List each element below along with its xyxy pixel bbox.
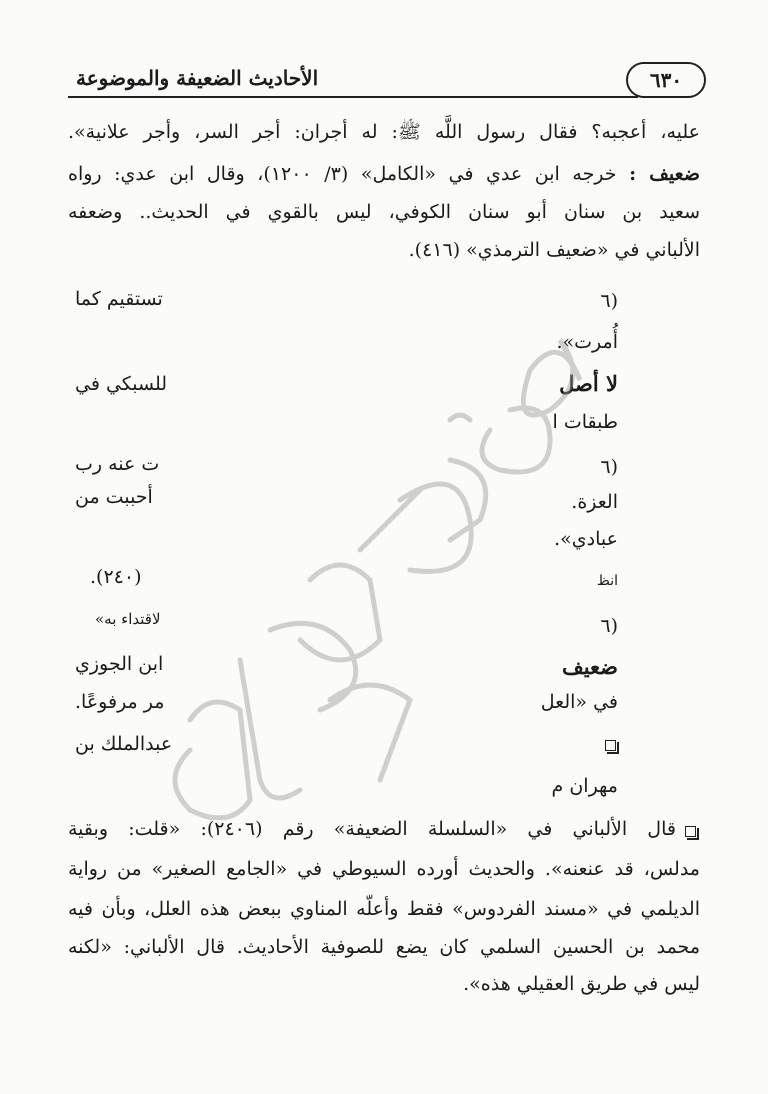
text-line-3: سعيد بن سنان أبو سنان الكوفي، ليس بالقوي في الحديث.. وضعفه bbox=[68, 201, 700, 223]
fragment: (٦ bbox=[600, 290, 618, 312]
grade-label: ضعيف : bbox=[629, 163, 700, 185]
fragment: في «العل bbox=[540, 691, 618, 713]
fragment: (٢٤٠). bbox=[90, 566, 142, 588]
footnote-line-1: قال الألباني في «السلسلة الضعيفة» رقم (٢٤٠٦): «قلت: وبقية bbox=[68, 818, 676, 840]
footnote-marker-icon bbox=[685, 826, 696, 837]
fragment: طبقات ا bbox=[552, 411, 618, 433]
book-title: الأحاديث الضعيفة والموضوعة bbox=[76, 66, 319, 90]
fragment: العزة. bbox=[571, 491, 618, 513]
fragment: عبدالملك بن bbox=[75, 733, 173, 755]
text-line-4: الألباني في «ضعيف الترمذي» (٤١٦). bbox=[408, 239, 700, 261]
fragment: لاقتداء به» bbox=[95, 610, 161, 628]
page-number: ٦٣٠ bbox=[626, 62, 706, 98]
fragment: ابن الجوزي bbox=[75, 653, 164, 675]
fragment: أحببت من bbox=[75, 486, 153, 508]
footnote-line-4: محمد بن الحسين السلمي كان يضع للصوفية الأحاديث. قال الألباني: «لكنه bbox=[68, 936, 700, 958]
header-rule bbox=[68, 96, 638, 98]
fragment: لا أصل bbox=[559, 371, 618, 396]
fragment: (٦ bbox=[600, 456, 618, 478]
text-line-2 bbox=[68, 160, 700, 188]
watermark-calligraphy bbox=[150, 300, 610, 820]
fragment: مهران م bbox=[551, 775, 618, 797]
footnote-line-5: ليس في طريق العقيلي هذه». bbox=[463, 973, 700, 995]
fragment: انظ bbox=[596, 573, 618, 589]
fragment: (٦ bbox=[600, 615, 618, 637]
text-line-2-body: خرجه ابن عدي في «الكامل» (٣/ ١٢٠٠)، وقال ابن عدي: رواه bbox=[68, 163, 617, 185]
fragment: تستقيم كما bbox=[75, 288, 163, 310]
footnote-marker-icon bbox=[605, 740, 616, 751]
footnote-line-2: مدلس، قد عنعنه». والحديث أورده السيوطي في «الجامع الصغير» من رواية bbox=[68, 858, 700, 880]
text-line-1: عليه، أعجبه؟ فقال رسول اللَّه ﷺ: له أجران: أجر السر، وأجر علانية». bbox=[68, 121, 700, 143]
fragment: ضعيف bbox=[561, 654, 618, 679]
footnote-line-3: الديلمي في «مسند الفردوس» فقط وأعلّه المناوي ببعض هذه العلل، وبأن فيه bbox=[68, 898, 700, 920]
fragment: أُمرت». bbox=[556, 331, 618, 353]
fragment: ت عنه رب bbox=[75, 453, 160, 475]
fragment: مر مرفوعًا. bbox=[75, 691, 165, 713]
page-header bbox=[66, 56, 706, 108]
fragment: للسبكي في bbox=[75, 373, 168, 395]
fragment: عبادي». bbox=[554, 528, 618, 550]
